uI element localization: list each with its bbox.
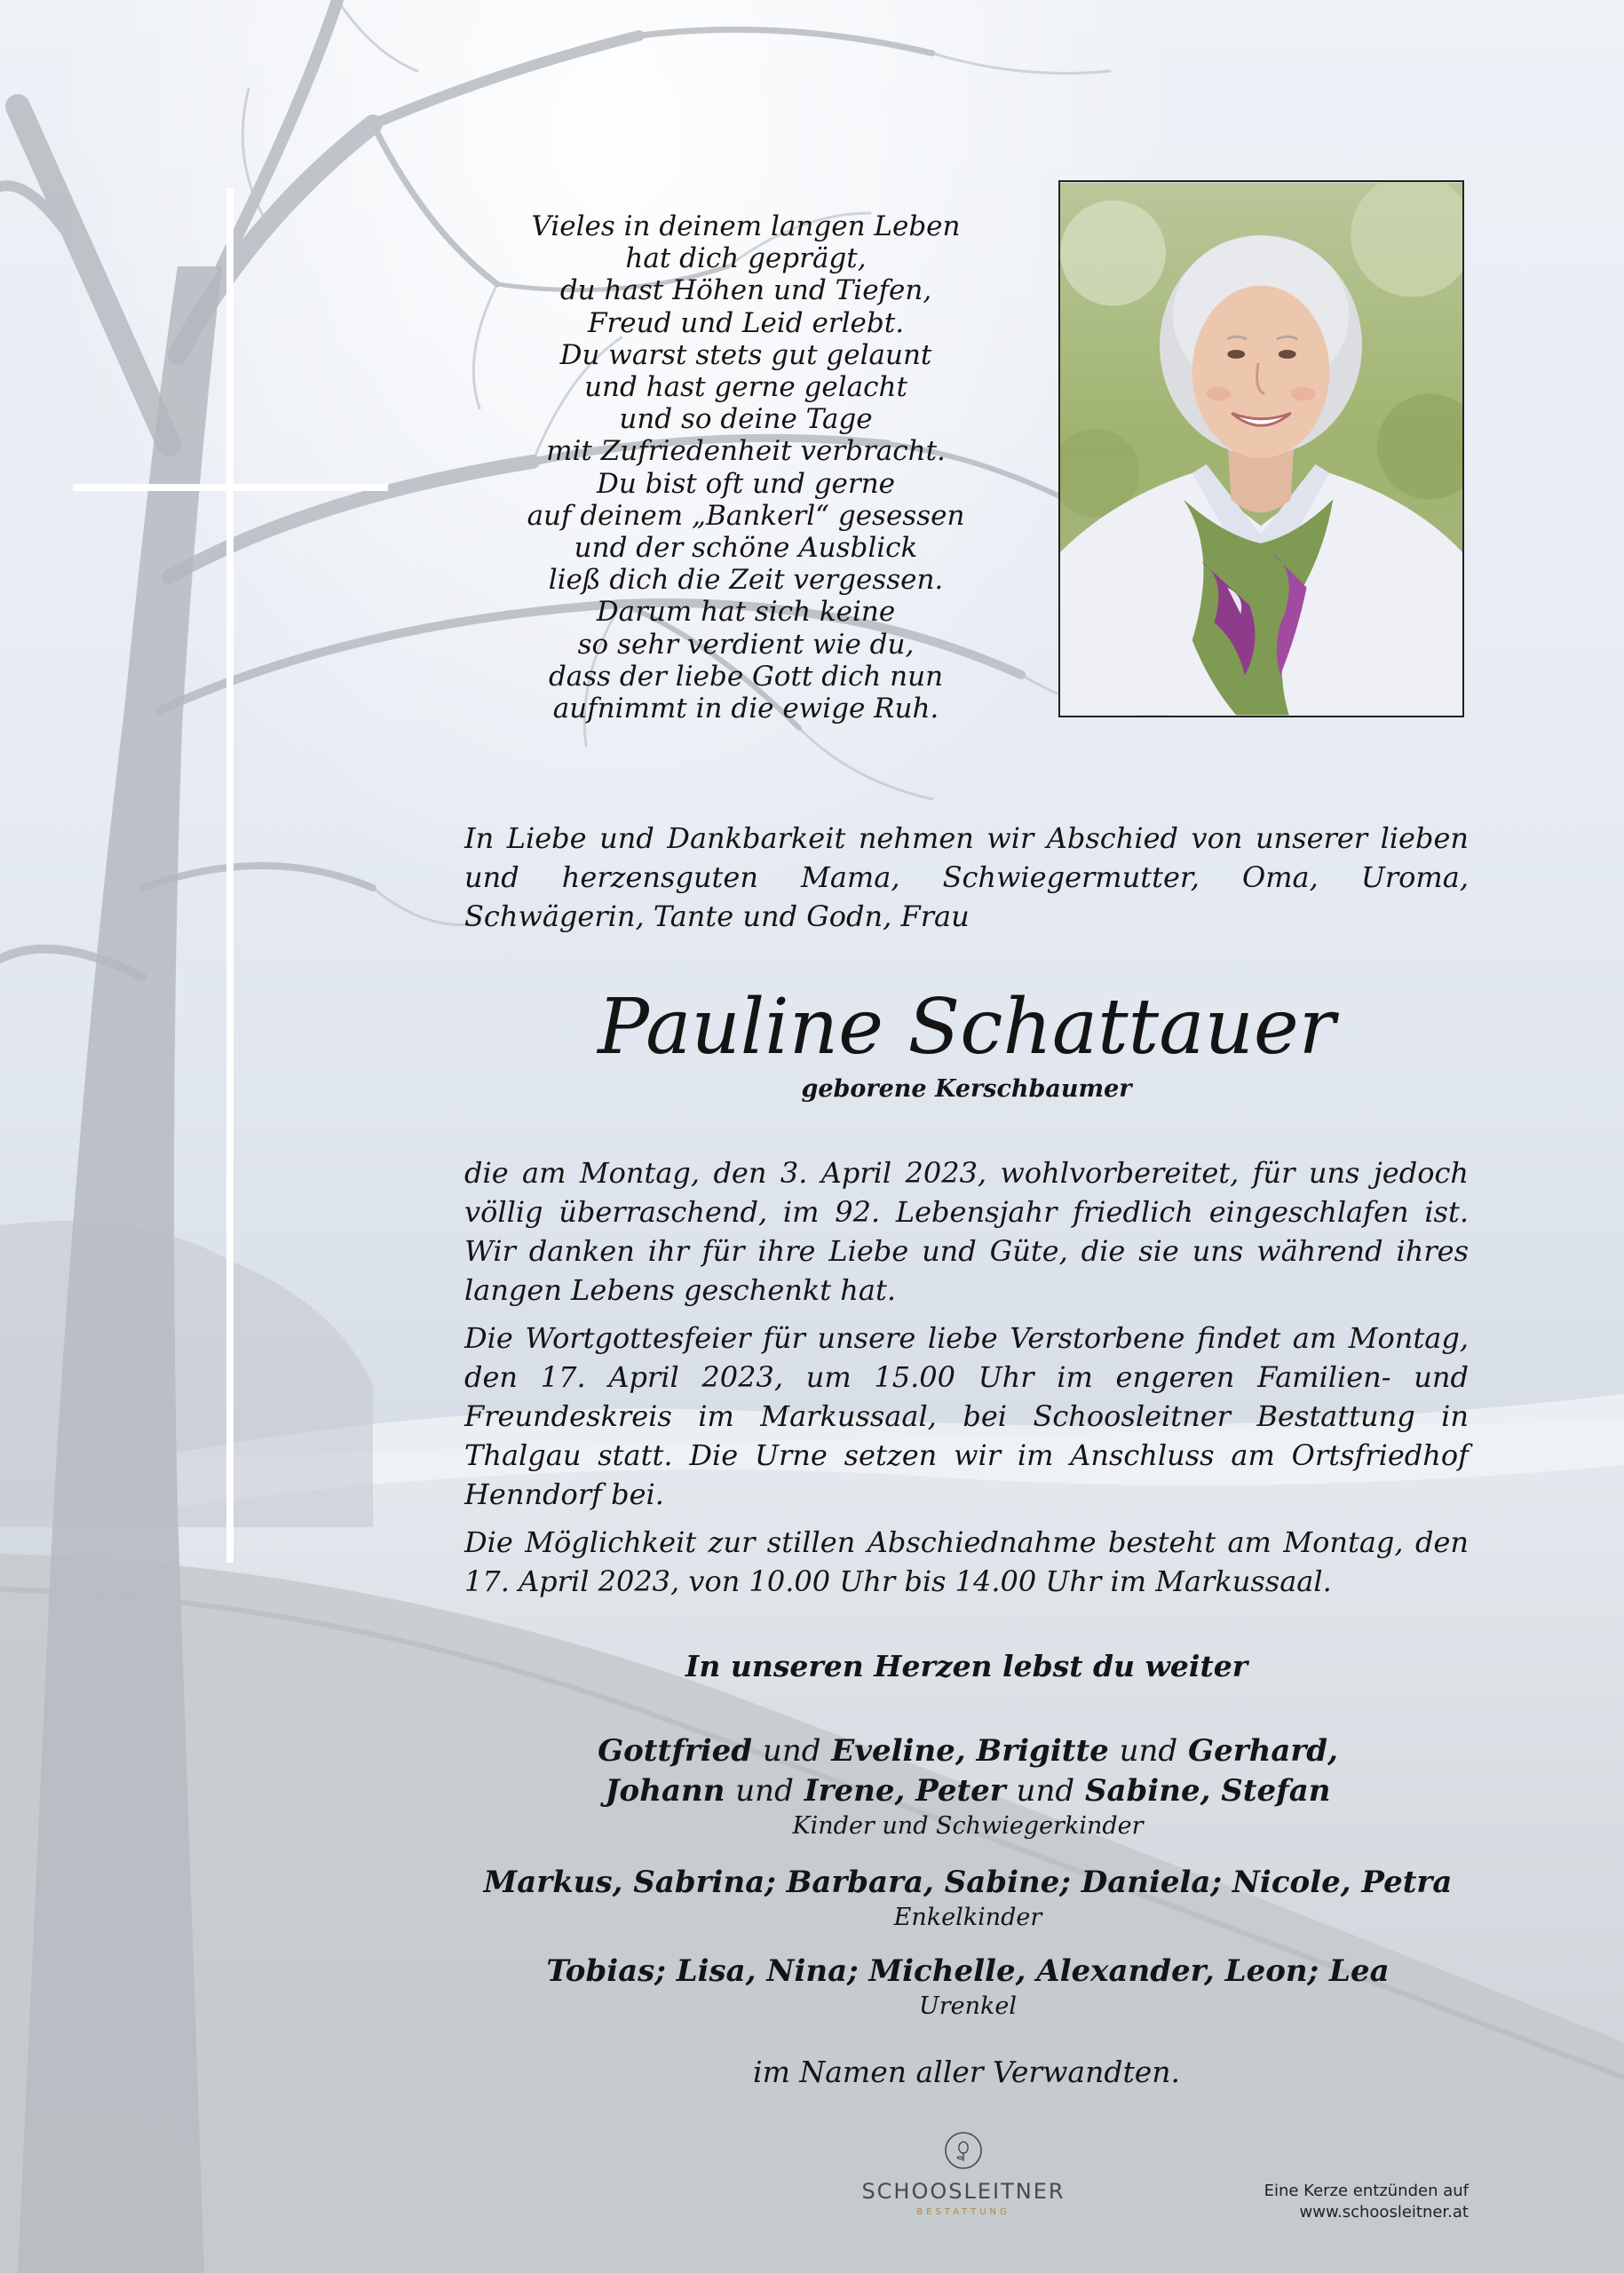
poem-line: du hast Höhen und Tiefen,	[559, 274, 932, 307]
family-name: Sabine, Stefan	[1084, 1773, 1331, 1809]
poem-line: auf deinem „Bankerl“ gesessen	[527, 499, 965, 532]
great-grandchildren-names: Tobias; Lisa, Nina; Michelle, Alexander, Leon; Lea	[546, 1953, 1390, 1989]
poem-line: und hast gerne gelacht	[584, 371, 907, 404]
grandchildren-role: Enkelkinder	[893, 1904, 1042, 1931]
poem-line: Darum hat sich keine	[596, 596, 896, 629]
candle-notice	[1190, 2181, 1469, 2223]
candle-website-link[interactable]: www.schoosleitner.at	[1299, 2203, 1469, 2222]
children-group	[426, 1731, 1509, 1841]
funeral-home-logo	[817, 2131, 1110, 2217]
rose-icon	[944, 2131, 983, 2170]
logo-subtitle: BESTATTUNG	[916, 2207, 1010, 2217]
poem-line: Du warst stets gut gelaunt	[559, 338, 932, 371]
poem-line: und der schöne Ausblick	[574, 532, 918, 565]
poem	[479, 210, 1012, 725]
poem-line: Vieles in deinem langen Leben	[531, 210, 961, 242]
grandchildren-group	[426, 1863, 1509, 1933]
announcement-body	[464, 1153, 1469, 1610]
poem-line: so sehr verdient wie du,	[577, 628, 915, 661]
service-paragraph: Die Wortgottesfeier für unsere liebe Verstorbene findet am Montag, den 17. April 2023, um 15.00 Uhr im engeren Familien- und Freundeskreis im Markussaal, bei Schoosleitner Bestattung in Thalgau statt. Die Urne setzen wir im Anschluss am Ortsfriedhof Henndorf bei.	[464, 1321, 1469, 1511]
grandchildren-names: Markus, Sabrina; Barbara, Sabine; Daniela; Nicole, Petra	[483, 1865, 1453, 1900]
poem-line: Du bist oft und gerne	[596, 467, 896, 500]
portrait-photo	[1058, 180, 1464, 717]
family-name: Gottfried	[598, 1733, 753, 1769]
closing-text: im Namen aller Verwandten.	[753, 2055, 1180, 2089]
poem-line: und so deine Tage	[619, 403, 873, 436]
maiden-name: geborene Kerschbaumer	[801, 1075, 1132, 1103]
portrait-image	[1060, 182, 1462, 716]
poem-line: mit Zufriedenheit verbracht.	[546, 435, 946, 468]
great-grandchildren-role: Urenkel	[918, 1992, 1017, 2020]
poem-line: hat dich geprägt,	[625, 242, 867, 275]
family-name: Irene, Peter	[804, 1773, 1006, 1809]
conjunction: und	[762, 1733, 821, 1769]
motto: In unseren Herzen lebst du weiter	[685, 1649, 1248, 1683]
deceased-name: Pauline Schattauer	[598, 983, 1335, 1072]
children-line-1	[426, 1731, 1509, 1771]
death-paragraph: die am Montag, den 3. April 2023, wohlvorbereitet, für uns jedoch völlig überraschend, im 92. Lebensjahr friedlich eingeschlafen ist. Wir danken ihr für ihre Liebe und Güte, die sie uns während ihres langen Lebens geschenkt hat.	[464, 1156, 1469, 1307]
candle-text: Eine Kerze entzünden auf	[1264, 2182, 1469, 2200]
viewing-paragraph: Die Möglichkeit zur stillen Abschiednahme besteht am Montag, den 17. April 2023, von 10.00 Uhr bis 14.00 Uhr im Markussaal.	[464, 1525, 1469, 1598]
conjunction: und	[735, 1773, 794, 1809]
family-name: Eveline, Brigitte	[831, 1733, 1109, 1769]
children-role: Kinder und Schwiegerkinder	[792, 1812, 1144, 1840]
children-line-2	[426, 1771, 1509, 1811]
intro-text: In Liebe und Dankbarkeit nehmen wir Abschied von unserer lieben und herzensguten Mama, Schwiegermutter, Oma, Uroma, Schwägerin, Tante und Godn, Frau	[464, 821, 1469, 933]
family-name: Johann	[605, 1773, 725, 1809]
conjunction: und	[1119, 1733, 1178, 1769]
poem-line: aufnimmt in die ewige Ruh.	[552, 693, 939, 725]
poem-line: Freud und Leid erlebt.	[587, 306, 905, 339]
great-grandchildren-group	[426, 1952, 1509, 2022]
poem-line: ließ dich die Zeit vergessen.	[548, 564, 944, 597]
cross-horizontal-bar	[73, 484, 388, 491]
cross-vertical-bar	[226, 188, 234, 1563]
poem-line: dass der liebe Gott dich nun	[548, 660, 944, 693]
conjunction: und	[1016, 1773, 1075, 1809]
family-name: Gerhard,	[1188, 1733, 1338, 1769]
logo-name: SCHOOSLEITNER	[861, 2179, 1066, 2204]
